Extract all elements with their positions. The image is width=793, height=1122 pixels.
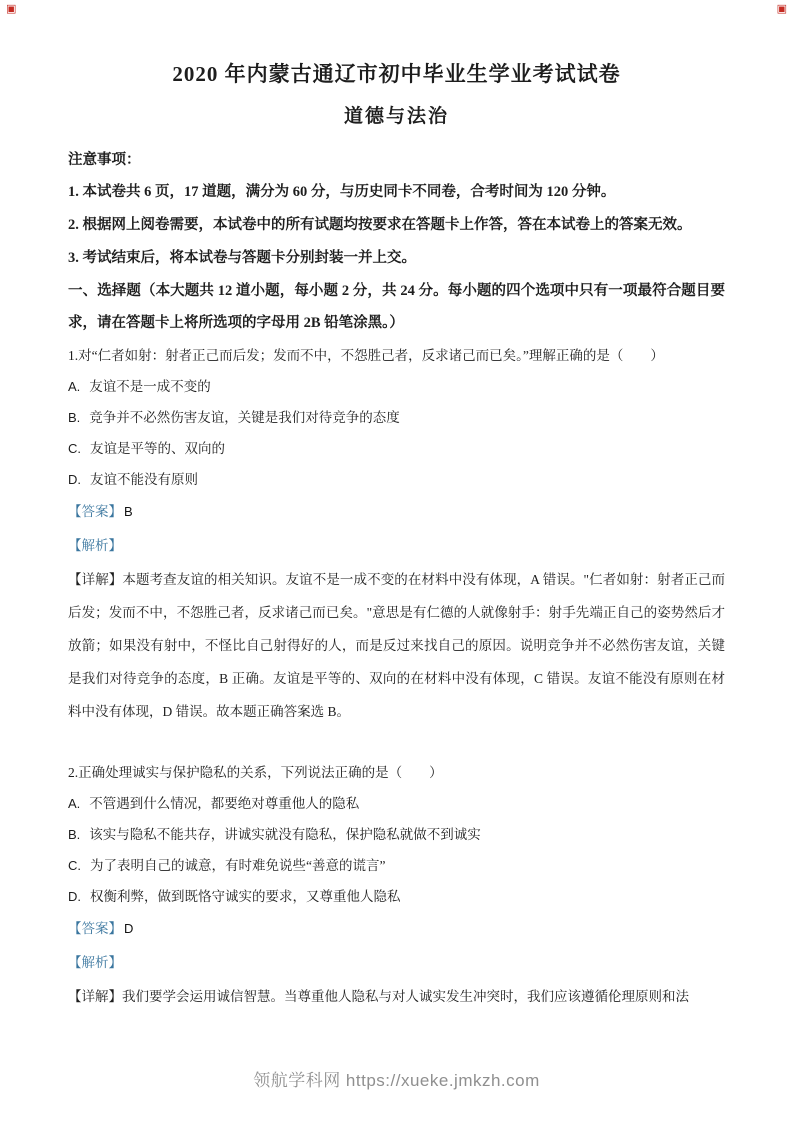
section-heading-multiple-choice: 一、选择题（本大题共 12 道小题，每小题 2 分，共 24 分。每小题的四个选项中只有一项最符合题目要求，请在答题卡上将所选项的字母用 2B 铅笔涂黑。）: [68, 283, 725, 331]
detail-text: 我们要学会运用诚信智慧。当尊重他人隐私与对人诚实发生冲突时，我们应该遵循伦理原则和法: [122, 989, 689, 1004]
option-text: 友谊不能没有原则: [90, 472, 198, 487]
question-1-option-c: [68, 433, 725, 464]
exam-title: 2020 年内蒙古通辽市初中毕业生学业考试试卷: [172, 62, 621, 86]
question-2: [68, 758, 725, 1013]
detail-text: 本题考查友谊的相关知识。友谊不是一成不变的在材料中没有体现，A 错误。"仁者如射：射者正己而后发；发而不中，不怨胜己者，反求诸己而已矣。"意思是有仁德的人就像射手：射手先端正自己的姿势然后才放箭；如果没有射中，不怪比自己射得好的人，而是反过来找自己的原因。说明竞争并不必然伤害友谊，关键是我们对待竞争的态度，B 正确。友谊是平等的、双向的在材料中没有体现，C 错误。友谊不能没有原则在材料中没有体现，D 错误。故本题正确答案选 B。: [68, 572, 726, 719]
question-1-stem: 1.对“仁者如射：射者正己而后发；发而不中，不怨胜己者，反求诸己而已矣。”理解正确的是（ ）: [68, 348, 664, 363]
analysis-label: 【解析】: [68, 538, 122, 553]
question-1-answer-line: [68, 495, 725, 529]
option-label: C.: [68, 858, 81, 873]
notice-item-2: 2. 根据网上阅卷需要，本试卷中的所有试题均按要求在答题卡上作答，答在本试卷上的答案无效。: [68, 217, 692, 233]
answer-label: 【答案】: [68, 504, 122, 519]
watermark-footer: 领航学科网 https://xueke.jmkzh.com: [253, 1071, 540, 1090]
option-text: 友谊不是一成不变的: [89, 379, 211, 394]
question-1-analysis-line: [68, 529, 725, 563]
option-text: 竞争并不必然伤害友谊，关键是我们对待竞争的态度: [89, 410, 400, 425]
question-2-option-b: [68, 819, 725, 850]
option-label: B.: [68, 827, 81, 842]
question-2-detail: [68, 980, 725, 1013]
option-label: C.: [68, 441, 81, 456]
red-stamp-icon: ▣: [6, 3, 17, 15]
option-text: 该实与隐私不能共存，讲诚实就没有隐私，保护隐私就做不到诚实: [89, 827, 481, 842]
detail-label: 【详解】: [68, 572, 123, 587]
question-1-option-a: [68, 371, 725, 402]
option-label: D.: [68, 472, 81, 487]
option-text: 不管遇到什么情况，都要绝对尊重他人的隐私: [89, 796, 360, 811]
question-2-analysis-line: [68, 946, 725, 980]
question-2-option-a: [68, 788, 725, 819]
option-label: A.: [68, 796, 81, 811]
answer-label: 【答案】: [68, 921, 122, 936]
notice-section: [68, 144, 725, 275]
question-1-detail: [68, 563, 725, 728]
option-label: A.: [68, 379, 81, 394]
exam-subject-subtitle: 道德与法治: [343, 106, 449, 127]
option-text: 友谊是平等的、双向的: [90, 441, 225, 456]
red-stamp-icon: ▣: [776, 3, 787, 15]
notice-item-1: 1. 本试卷共 6 页，17 道题，满分为 60 分，与历史同卡不同卷，合考时间为 120 分钟。: [68, 184, 616, 200]
option-text: 为了表明自己的诚意，有时难免说些“善意的谎言”: [90, 858, 386, 873]
option-text: 权衡利弊，做到既恪守诚实的要求，又尊重他人隐私: [90, 889, 401, 904]
question-2-option-c: [68, 850, 725, 881]
answer-value: D: [124, 921, 134, 936]
detail-label: 【详解】: [68, 989, 122, 1004]
analysis-label: 【解析】: [68, 955, 122, 970]
option-label: D.: [68, 889, 81, 904]
question-2-stem: 2.正确处理诚实与保护隐私的关系，下列说法正确的是（ ）: [68, 765, 443, 780]
question-1-option-b: [68, 402, 725, 433]
option-label: B.: [68, 410, 81, 425]
question-2-answer-line: [68, 912, 725, 946]
notice-item-3: 3. 考试结束后，将本试卷与答题卡分别封装一并上交。: [68, 250, 416, 266]
answer-value: B: [124, 504, 133, 519]
question-2-option-d: [68, 881, 725, 912]
notice-heading: 注意事项：: [68, 152, 141, 168]
question-1-option-d: [68, 464, 725, 495]
question-1: [68, 341, 725, 728]
